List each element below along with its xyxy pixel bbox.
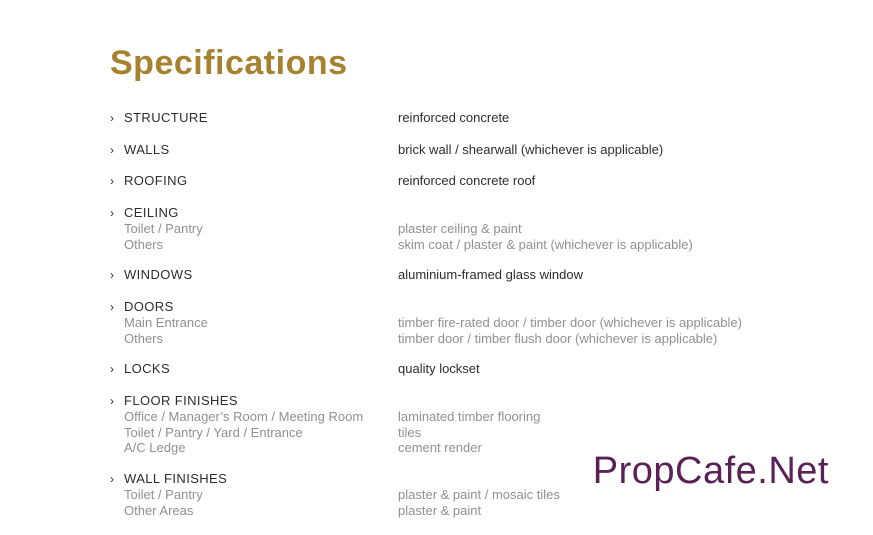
spec-label-cell: [110, 110, 398, 127]
spec-section-header-row: [110, 142, 840, 159]
spec-sub-value: plaster ceiling & paint: [398, 221, 522, 236]
spec-value: [398, 393, 840, 410]
spec-label-cell: [110, 205, 398, 222]
spec-section-label: WALLS: [124, 141, 170, 157]
spec-sub-area: Toilet / Pantry: [124, 487, 203, 502]
spec-value: brick wall / shearwall (whichever is applicable): [398, 141, 664, 157]
spec-sub-row: [110, 425, 840, 441]
spec-section-label: WINDOWS: [124, 267, 193, 282]
spec-section-header-row: [110, 361, 840, 378]
spec-label-cell: [110, 299, 398, 316]
spec-sub-row: [110, 315, 840, 331]
spec-section-label: STRUCTURE: [124, 110, 208, 125]
spec-section: [110, 361, 840, 378]
spec-section-label: ROOFING: [124, 173, 188, 188]
spec-section-header-row: [110, 299, 840, 316]
chevron-right-icon: ›: [110, 268, 114, 282]
spec-section-label: DOORS: [124, 298, 174, 314]
spec-value: aluminium-framed glass window: [398, 267, 583, 282]
chevron-right-icon: ›: [110, 142, 114, 157]
spec-sub-row: [110, 237, 840, 253]
chevron-right-icon: ›: [110, 174, 114, 188]
spec-value: [398, 205, 840, 222]
spec-value: quality lockset: [398, 361, 480, 376]
spec-section: [110, 110, 840, 127]
chevron-right-icon: ›: [110, 205, 114, 220]
spec-label-cell: [110, 173, 398, 190]
spec-sub-value: timber fire-rated door / timber door (whichever is applicable): [398, 315, 742, 330]
spec-sub-value: timber door / timber flush door (whichever is applicable): [398, 330, 718, 346]
spec-label-cell: [110, 393, 398, 410]
spec-sub-area: Others: [124, 236, 164, 252]
spec-section: [110, 205, 840, 253]
spec-sub-area: Toilet / Pantry / Yard / Entrance: [124, 424, 303, 440]
spec-sub-area: Others: [124, 330, 164, 346]
chevron-right-icon: ›: [110, 362, 114, 376]
spec-sub-area: A/C Ledge: [124, 440, 186, 455]
spec-section: [110, 299, 840, 347]
spec-section: [110, 393, 840, 456]
spec-section-label: FLOOR FINISHES: [124, 392, 238, 408]
spec-label-cell: [110, 471, 398, 488]
spec-section: [110, 142, 840, 159]
chevron-right-icon: ›: [110, 471, 114, 486]
spec-section-label: CEILING: [124, 204, 179, 220]
spec-sub-row: [110, 221, 840, 237]
spec-sub-row: [110, 409, 840, 425]
spec-section-header-row: [110, 110, 840, 127]
spec-sub-value: plaster & paint: [398, 502, 482, 518]
spec-section: [110, 173, 840, 190]
spec-label-cell: [110, 142, 398, 159]
spec-value: reinforced concrete: [398, 110, 510, 125]
spec-sub-value: tiles: [398, 424, 422, 440]
chevron-right-icon: ›: [110, 393, 114, 408]
spec-sub-row: [110, 331, 840, 347]
spec-section: [110, 267, 840, 284]
chevron-right-icon: ›: [110, 299, 114, 314]
page-title: Specifications: [110, 44, 348, 82]
spec-section-header-row: [110, 267, 840, 284]
spec-sub-area: Office / Manager’s Room / Meeting Room: [124, 409, 364, 424]
spec-sub-area: Toilet / Pantry: [124, 221, 203, 236]
spec-section-label: WALL FINISHES: [124, 470, 228, 486]
spec-value: reinforced concrete roof: [398, 173, 536, 188]
spec-sub-area: Other Areas: [124, 502, 194, 518]
spec-section-header-row: [110, 173, 840, 190]
spec-sub-value: cement render: [398, 440, 482, 455]
spec-label-cell: [110, 267, 398, 284]
spec-sub-value: skim coat / plaster & paint (whichever is applicable): [398, 236, 693, 252]
spec-sub-area: Main Entrance: [124, 315, 208, 330]
spec-label-cell: [110, 361, 398, 378]
spec-section-label: LOCKS: [124, 361, 171, 376]
watermark-propcafe: PropCafe.Net: [592, 450, 829, 492]
spec-sub-value: plaster & paint / mosaic tiles: [398, 487, 560, 502]
chevron-right-icon: ›: [110, 111, 114, 125]
spec-section-header-row: [110, 393, 840, 410]
spec-sub-value: laminated timber flooring: [398, 409, 541, 424]
spec-section-header-row: [110, 205, 840, 222]
spec-sub-row: [110, 503, 840, 519]
spec-value: [398, 299, 840, 316]
